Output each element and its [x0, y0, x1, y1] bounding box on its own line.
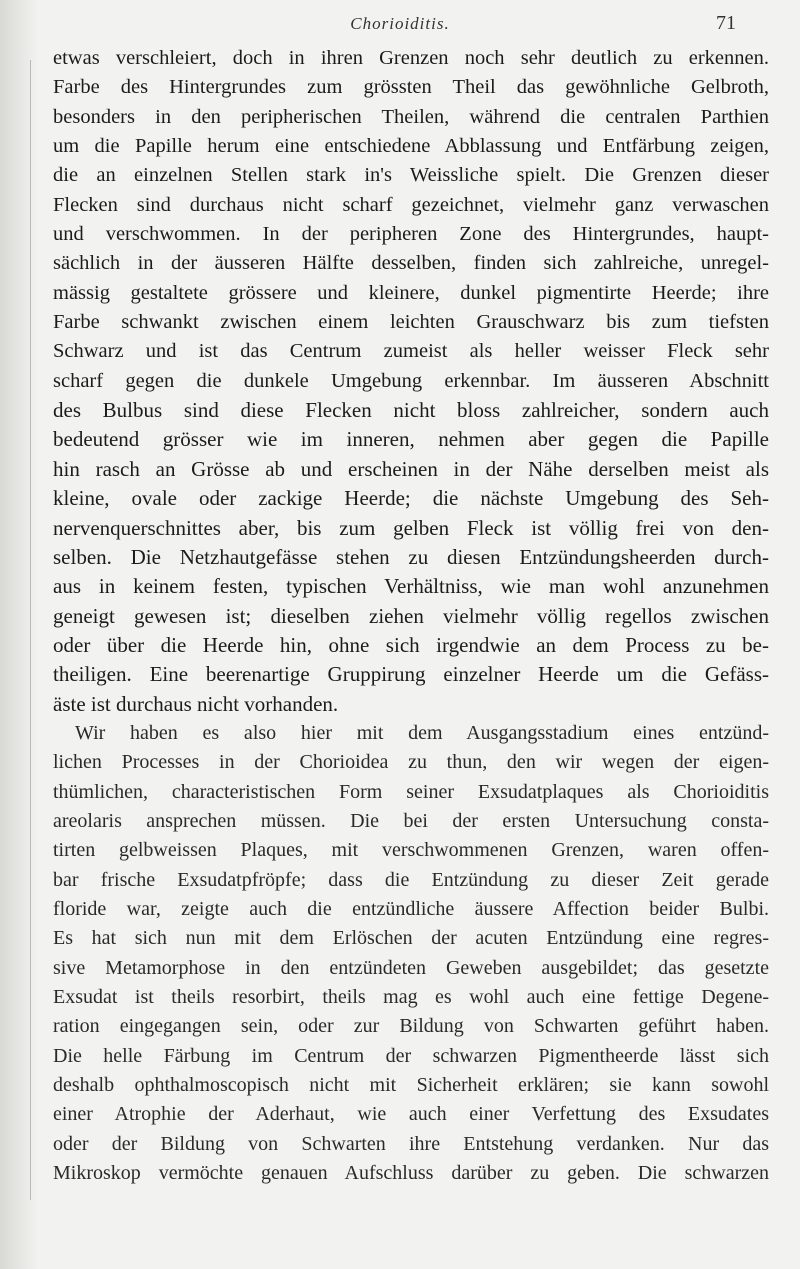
text-line: tirten gelbweissen Plaques, mit verschwommenen Grenzen, waren offen- [53, 839, 769, 862]
running-title: Chorioiditis. [350, 14, 450, 33]
text-line: hin rasch an Grösse ab und erscheinen in der Nähe derselben meist als [53, 456, 769, 481]
text-line: die an einzelnen Stellen stark in's Weissliche spielt. Die Grenzen dieser [53, 164, 769, 187]
text-line: nervenquerschnittes aber, bis zum gelben Fleck ist völlig frei von den- [53, 515, 769, 540]
text-line: Farbe des Hintergrundes zum grössten Theil das gewöhnliche Gelbroth, [53, 76, 769, 99]
paragraph-start-line: Wir haben es also hier mit dem Ausgangsstadium eines entzünd- [75, 721, 769, 744]
binding-gutter-line [30, 60, 31, 1200]
text-line: floride war, zeigte auch die entzündliche äussere Affection beider Bulbi. [53, 897, 769, 920]
text-line: theiligen. Eine beerenartige Gruppirung einzelner Heerde um die Gefäss- [53, 662, 769, 687]
text-line: sächlich in der äusseren Hälfte desselben, finden sich zahlreiche, unregel- [53, 252, 769, 275]
text-line: ration eingegangen sein, oder zur Bildung von Schwarten geführt haben. [53, 1015, 769, 1038]
text-line: etwas verschleiert, doch in ihren Grenzen noch sehr deutlich zu erkennen. [53, 47, 769, 69]
text-line: Flecken sind durchaus nicht scharf gezeichnet, vielmehr ganz verwaschen [53, 193, 769, 216]
text-line: einer Atrophie der Aderhaut, wie auch einer Verfettung des Exsudates [53, 1103, 769, 1126]
body-text [53, 44, 769, 1188]
text-line: Es hat sich nun mit dem Erlöschen der acuten Entzündung eine regres- [53, 927, 769, 950]
page-number: 71 [716, 12, 736, 34]
text-line: selben. Die Netzhautgefässe stehen zu diesen Entzündungsheerden durch- [53, 544, 769, 569]
text-line: deshalb ophthalmoscopisch nicht mit Sicherheit erklären; sie kann sowohl [53, 1074, 769, 1097]
text-line: Schwarz und ist das Centrum zumeist als heller weisser Fleck sehr [53, 340, 769, 363]
text-line: scharf gegen die dunkele Umgebung erkennbar. Im äusseren Abschnitt [53, 369, 769, 392]
text-line: bar frische Exsudatpfröpfe; dass die Entzündung zu dieser Zeit gerade [53, 868, 769, 891]
text-line: aus in keinem festen, typischen Verhältniss, wie man wohl anzunehmen [53, 574, 769, 599]
text-line: besonders in den peripherischen Theilen, während die centralen Parthien [53, 105, 769, 128]
text-line: areolaris ansprechen müssen. Die bei der ersten Untersuchung consta- [53, 809, 769, 832]
text-line: Farbe schwankt zwischen einem leichten Grauschwarz bis zum tiefsten [53, 311, 769, 334]
text-line: des Bulbus sind diese Flecken nicht bloss zahlreicher, sondern auch [53, 398, 769, 423]
text-line: kleine, ovale oder zackige Heerde; die nächste Umgebung des Seh- [53, 486, 769, 511]
text-line: Die helle Färbung im Centrum der schwarzen Pigmentheerde lässt sich [53, 1044, 769, 1067]
text-line: geneigt gewesen ist; dieselben ziehen vielmehr völlig regellos zwischen [53, 603, 769, 628]
text-line: lichen Processes in der Chorioidea zu thun, den wir wegen der eigen- [53, 751, 769, 774]
text-line: oder der Bildung von Schwarten ihre Entstehung verdanken. Nur das [53, 1132, 769, 1155]
text-line: oder über die Heerde hin, ohne sich irgendwie an dem Process zu be- [53, 632, 769, 657]
text-line: bedeutend grösser wie im inneren, nehmen aber gegen die Papille [53, 427, 769, 452]
text-line: Exsudat ist theils resorbirt, theils mag es wohl auch eine fettige Degene- [53, 986, 769, 1008]
text-line: thümlichen, characteristischen Form seiner Exsudatplaques als Chorioiditis [53, 780, 769, 803]
paragraph-end-line: äste ist durchaus nicht vorhanden. [53, 691, 339, 716]
text-line: Mikroskop vermöchte genauen Aufschluss darüber zu geben. Die schwarzen [53, 1162, 769, 1185]
binding-gutter-shadow [0, 0, 38, 1269]
text-line: sive Metamorphose in den entzündeten Geweben ausgebildet; das gesetzte [53, 956, 769, 979]
text-line: und verschwommen. In der peripheren Zone des Hintergrundes, haupt- [53, 223, 769, 246]
text-line: mässig gestaltete grössere und kleinere, dunkel pigmentirte Heerde; ihre [53, 281, 769, 304]
text-line: um die Papille herum eine entschiedene Abblassung und Entfärbung zeigen, [53, 135, 769, 158]
